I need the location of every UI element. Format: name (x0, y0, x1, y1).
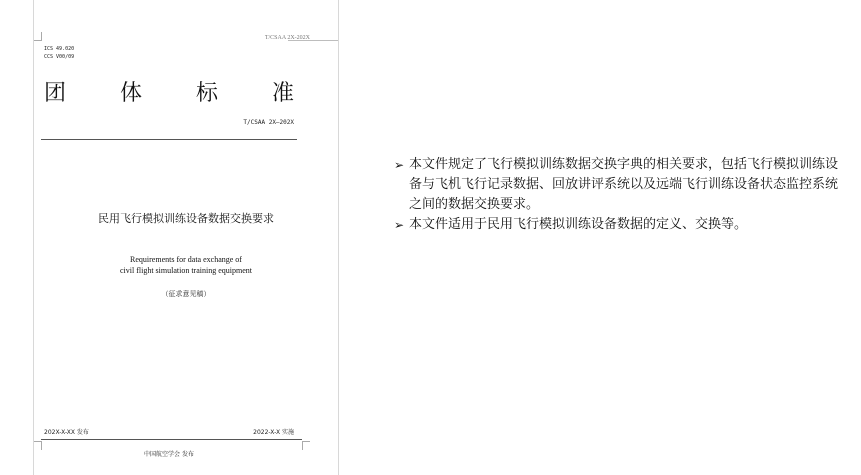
header-rule (288, 40, 338, 41)
arrow-bullet-icon: ➢ (394, 218, 405, 232)
standard-number: T/CSAA 2X—202X (243, 119, 294, 126)
standard-type-char: 准 (271, 81, 294, 106)
bullet-note (394, 155, 839, 215)
publisher: 中国航空学会 发布 (144, 451, 194, 458)
english-title (34, 254, 338, 276)
footer-rule (41, 439, 302, 440)
english-title-line: Requirements for data exchange of (130, 255, 242, 264)
draft-note: （征求意见稿） (161, 290, 211, 298)
header-standard-code: T/CSAA 2X-202X (264, 35, 310, 41)
crop-mark (34, 40, 42, 41)
standard-type-char: 标 (195, 81, 218, 106)
arrow-bullet-icon: ➢ (394, 158, 405, 172)
standard-cover-page (33, 0, 339, 475)
bullet-text: 本文件规定了飞行模拟训练数据交换字典的相关要求，包括飞行模拟训练设备与飞机飞行记录数据、回放讲评系统以及远端飞行训练设备状态监控系统之间的数据交换要求。 (409, 157, 839, 212)
standard-type-title (44, 78, 294, 110)
standard-type-char: 体 (119, 81, 142, 106)
crop-mark (41, 32, 42, 40)
ccs-code: CCS V00/09 (44, 54, 75, 60)
implementation-date: 2022-X-X 实施 (253, 429, 294, 436)
bullet-text: 本文件适用于民用飞行模拟训练设备数据的定义、交换等。 (409, 217, 748, 232)
bullet-note (394, 215, 839, 235)
crop-mark (34, 441, 42, 442)
classification-codes (44, 45, 74, 61)
title-rule (41, 139, 297, 140)
ics-code: ICS 49.020 (44, 46, 75, 52)
issue-date: 202X-X-XX 发布 (44, 429, 89, 436)
bullet-notes (394, 155, 839, 235)
crop-mark (302, 441, 310, 442)
chinese-title: 民用飞行模拟训练设备数据交换要求 (98, 212, 274, 225)
english-title-line: civil flight simulation training equipment (120, 266, 252, 275)
standard-type-char: 团 (44, 81, 67, 106)
